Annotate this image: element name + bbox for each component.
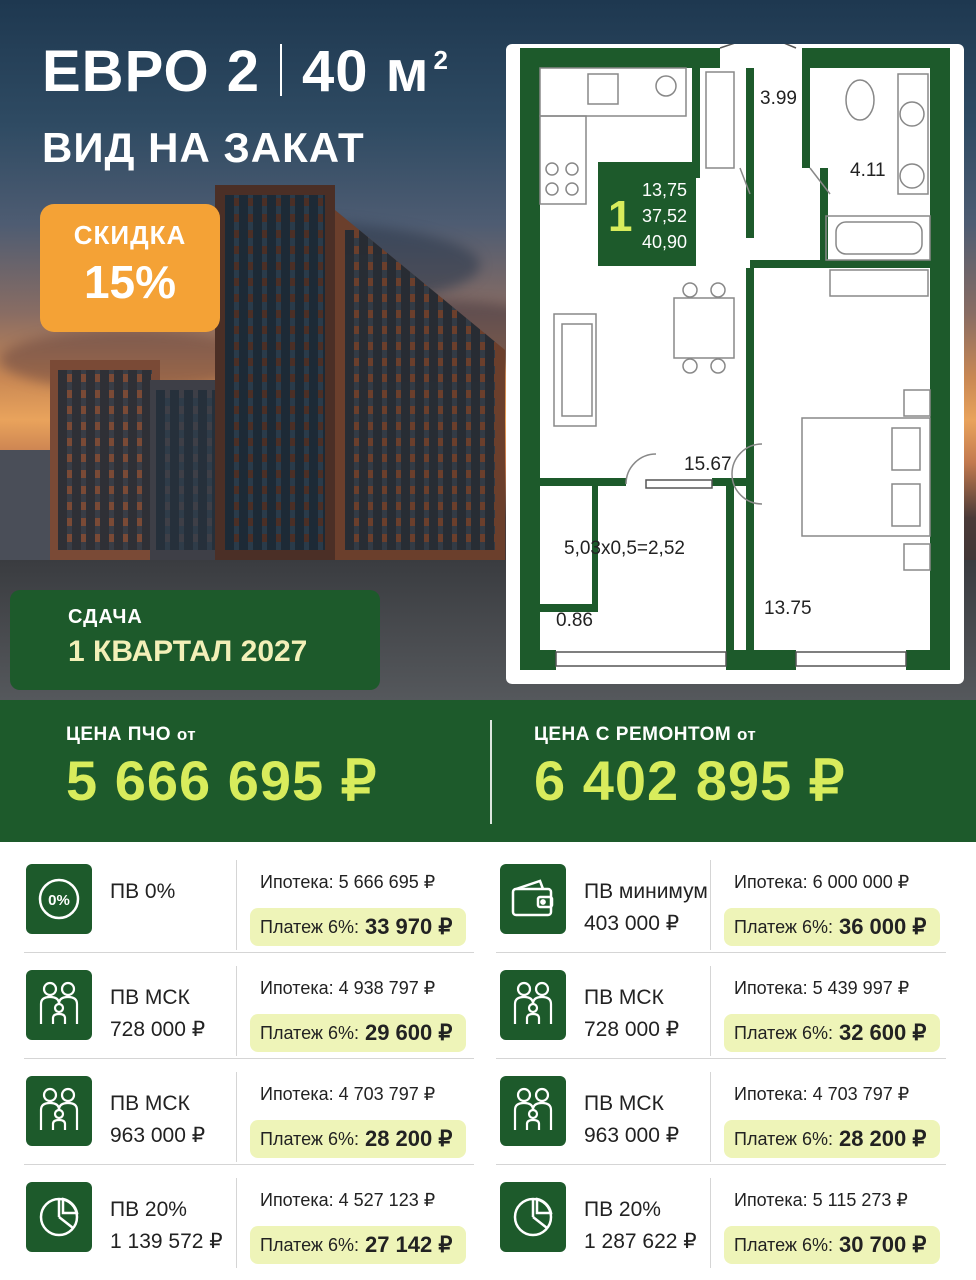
option-label: ПВ 20% 1 287 622 ₽: [584, 1198, 697, 1253]
option-card: [474, 956, 944, 1060]
mortgage-amount: Ипотека: 4 703 797 ₽: [734, 1084, 910, 1104]
option-label: ПВ МСК 963 000 ₽: [584, 1092, 680, 1147]
monthly-payment: Платеж 6%: 29 600 ₽: [250, 1014, 466, 1052]
family-icon: [26, 1076, 92, 1146]
price-pcho-value: 5 666 695 ₽: [66, 749, 378, 812]
plan-kitchen-area: 15.67: [684, 454, 732, 475]
mortgage-options: [0, 842, 976, 1280]
monthly-payment: Платеж 6%: 30 700 ₽: [724, 1226, 940, 1264]
plan-bath-area: 4.11: [850, 160, 886, 181]
mortgage-amount: Ипотека: 5 439 997 ₽: [734, 978, 910, 998]
floor-plan-drawing: [506, 44, 964, 684]
option-label: ПВ МСК 728 000 ₽: [110, 986, 206, 1041]
monthly-payment: Платеж 6%: 28 200 ₽: [250, 1120, 466, 1158]
pie-chart-icon: [500, 1182, 566, 1252]
option-card: [474, 1062, 944, 1166]
option-card: [474, 1168, 944, 1272]
option-card: [474, 850, 944, 954]
handover-value: 1 КВАРТАЛ 2027: [68, 635, 308, 668]
price-repair-label: ЦЕНА С РЕМОНТОМ от: [534, 724, 757, 745]
plan-storage-area: 0.86: [556, 610, 593, 631]
family-icon: [26, 970, 92, 1040]
floor-plan: [506, 44, 964, 684]
plan-bedroom-area: 13.75: [764, 598, 812, 619]
monthly-payment: Платеж 6%: 32 600 ₽: [724, 1014, 940, 1052]
plan-hall-area: 3.99: [760, 88, 797, 109]
mortgage-amount: Ипотека: 5 666 695 ₽: [260, 872, 436, 892]
monthly-payment: Платеж 6%: 28 200 ₽: [724, 1120, 940, 1158]
family-icon: [500, 970, 566, 1040]
price-divider: [490, 720, 492, 824]
plan-area-living: 13,75: [642, 180, 688, 200]
handover-label: СДАЧА: [68, 606, 143, 628]
price-pcho: [66, 724, 377, 814]
monthly-payment: Платеж 6%: 33 970 ₽: [250, 908, 466, 946]
price-band: [0, 700, 976, 842]
option-label: ПВ 20% 1 139 572 ₽: [110, 1198, 223, 1253]
option-label: ПВ МСК 728 000 ₽: [584, 986, 680, 1041]
mortgage-amount: Ипотека: 4 703 797 ₽: [260, 1084, 436, 1104]
price-repair-value: 6 402 895 ₽: [534, 749, 846, 812]
mortgage-amount: Ипотека: 4 938 797 ₽: [260, 978, 436, 998]
view-subtitle: ВИД НА ЗАКАТ: [42, 124, 365, 171]
option-label: ПВ МСК 963 000 ₽: [110, 1092, 206, 1147]
family-icon: [500, 1076, 566, 1146]
plan-area-total: 37,52: [642, 206, 688, 226]
discount-label: СКИДКА: [73, 220, 187, 250]
option-card: [0, 850, 470, 954]
discount-value: 15%: [83, 256, 177, 308]
mortgage-amount: Ипотека: 4 527 123 ₽: [260, 1190, 436, 1210]
monthly-payment: Платеж 6%: 36 000 ₽: [724, 908, 940, 946]
price-pcho-label: ЦЕНА ПЧО от: [66, 724, 197, 745]
option-label: ПВ минимум 403 000 ₽: [584, 880, 708, 935]
option-card: [0, 956, 470, 1060]
option-label: ПВ 0%: [110, 880, 176, 903]
svg-text:0%: 0%: [48, 892, 70, 909]
apartment-type: ЕВРО 2: [42, 39, 260, 104]
option-card: [0, 1168, 470, 1272]
monthly-payment: Платеж 6%: 27 142 ₽: [250, 1226, 466, 1264]
wallet-icon: [500, 864, 566, 934]
mortgage-amount: Ипотека: 6 000 000 ₽: [734, 872, 910, 892]
building-left: [50, 360, 160, 560]
option-card: [0, 1062, 470, 1166]
price-repair: [534, 724, 845, 814]
title-divider: [280, 44, 282, 96]
discount-badge: [40, 204, 220, 332]
handover-badge: [10, 590, 380, 690]
page-title: [42, 38, 449, 105]
apartment-area: 40 м $^2$: [301, 39, 449, 104]
building-main: [215, 185, 335, 560]
plan-balcony-area: 5,03x0,5=2,52: [564, 538, 685, 559]
zero-percent-icon: [26, 864, 92, 934]
mortgage-amount: Ипотека: 5 115 273 ₽: [734, 1190, 908, 1210]
plan-rooms-count: 1: [608, 192, 633, 241]
plan-area-full: 40,90: [642, 232, 688, 252]
pie-chart-icon: [26, 1182, 92, 1252]
